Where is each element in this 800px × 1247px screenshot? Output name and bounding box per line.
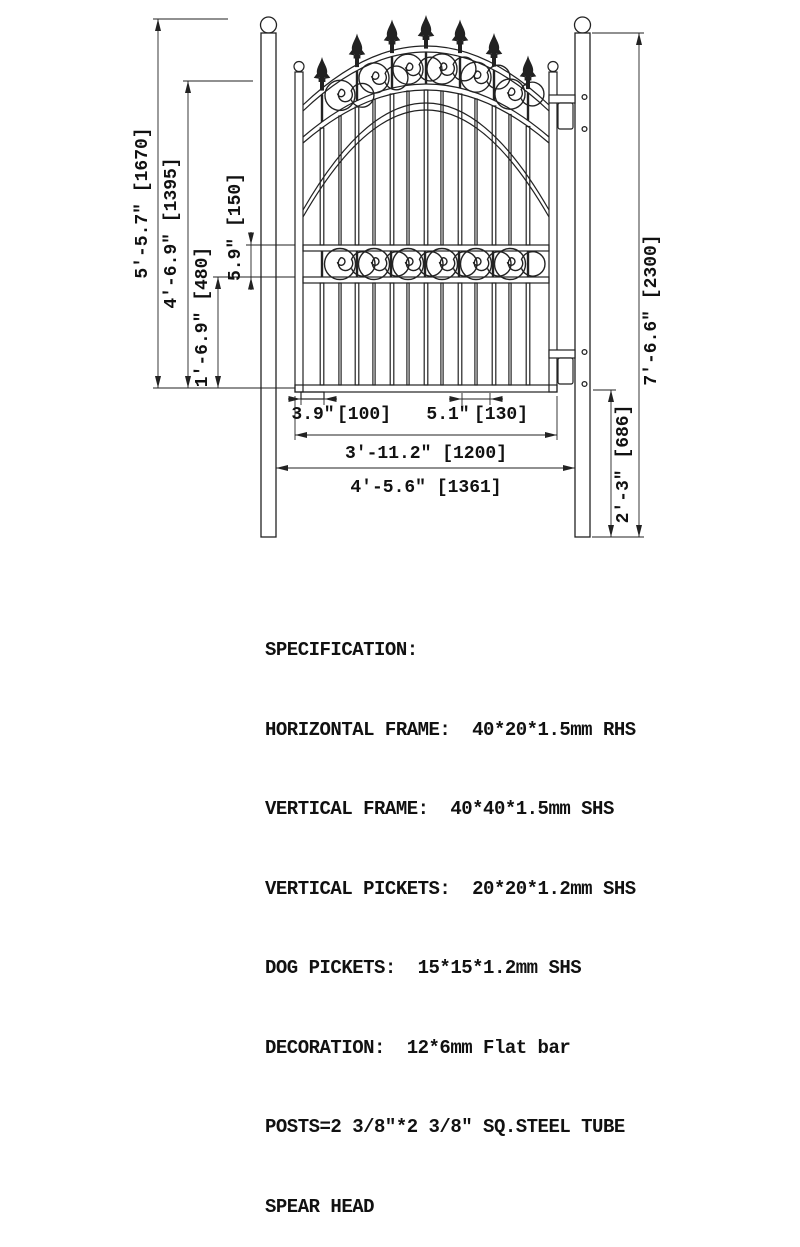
dim-scroll-band-height-label: 5.9" [150] (226, 172, 246, 282)
dim-bottom-section-height-label: 1'-6.9" [480] (193, 246, 213, 388)
right-post (575, 17, 591, 537)
bottom-rail (295, 385, 557, 399)
spec-line-decoration: DECORATION: 12*6mm Flat bar (265, 1036, 571, 1059)
dim-gate-width-label: 3'-11.2" [1200] (344, 444, 508, 464)
dim-post-overall-height-label: 7'-6.6" [2300] (642, 234, 662, 386)
left-post-ball-cap (261, 17, 277, 33)
dim-picket-spacing-large-metric: [130] (473, 405, 529, 425)
dim-post-spacing-label: 4'-5.6" [1361] (350, 478, 502, 498)
dim-gate-side-height-label: 4'-6.9" [1395] (162, 157, 182, 309)
hinge-bolt-icon (582, 95, 587, 100)
lower-pickets (320, 283, 530, 385)
dim-picket-spacing-small-imperial: 3.9" (291, 405, 335, 425)
dim-gate-overall-height-label: 5'-5.7" [1670] (133, 127, 153, 279)
right-post-ball-cap (575, 17, 591, 33)
dim-picket-spacing-large-imperial: 5.1" (426, 405, 470, 425)
spec-line-spear-head: SPEAR HEAD (265, 1195, 375, 1218)
spec-line-horizontal-frame: HORIZONTAL FRAME: 40*20*1.5mm RHS (265, 718, 636, 741)
spec-line-dog-pickets: DOG PICKETS: 15*15*1.2mm SHS (265, 957, 582, 979)
specification-title: SPECIFICATION: (265, 639, 418, 661)
spec-line-vertical-frame: VERTICAL FRAME: 40*40*1.5mm SHS (265, 798, 614, 820)
hinge-bolt-icon (582, 127, 587, 132)
spec-line-posts: POSTS=2 3/8"*2 3/8" SQ.STEEL TUBE (265, 1116, 625, 1138)
top-hinge (549, 95, 575, 129)
upper-pickets (320, 90, 530, 245)
spec-line-vertical-pickets: VERTICAL PICKETS: 20*20*1.2mm SHS (265, 877, 636, 900)
hinge-bolt-icon (582, 382, 587, 387)
dim-post-buried-depth (593, 390, 616, 537)
middle-scroll-band (303, 245, 549, 283)
dim-picket-spacing-small-metric: [100] (336, 405, 392, 425)
gate-leaf (294, 17, 575, 399)
dim-picket-spacing-large (449, 393, 503, 405)
gate-stiles (294, 62, 558, 393)
bottom-hinge (549, 350, 575, 384)
specification-block (265, 584, 636, 1247)
hinge-bolt-icon (582, 350, 587, 355)
dim-post-buried-depth-label: 2'-3" [686] (614, 404, 634, 524)
